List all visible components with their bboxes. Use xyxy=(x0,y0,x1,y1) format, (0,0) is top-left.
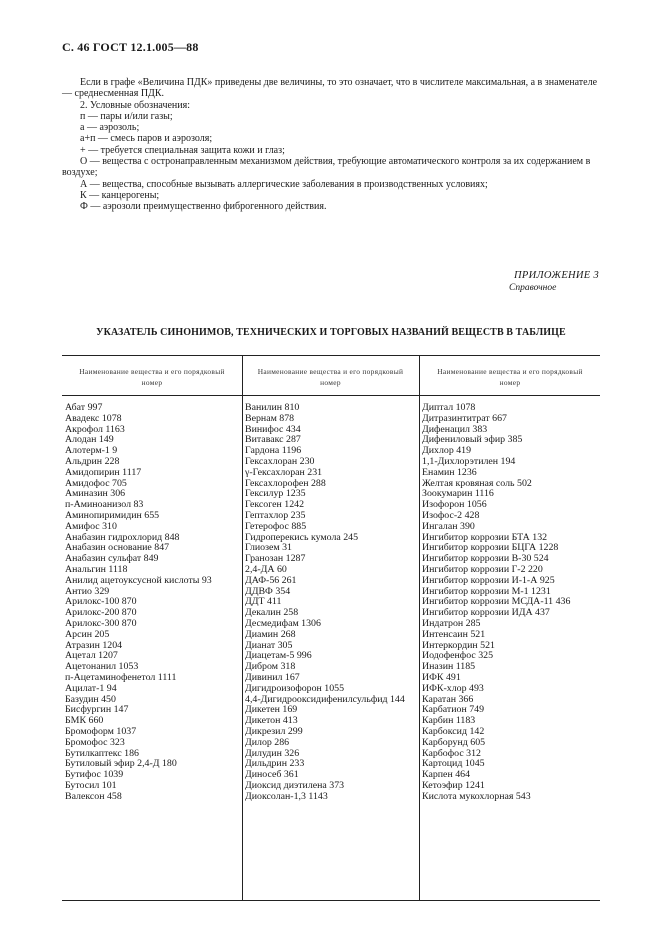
table-entry: Арилокс-100 870 xyxy=(65,596,137,608)
table-entry: ИФК-хлор 493 xyxy=(422,682,484,694)
legend-item: О — вещества с остронаправленным механизмом действия, требующие автоматического контроля за их содержанием в воздухе; xyxy=(62,156,591,179)
table-entry: Атразин 1204 xyxy=(65,639,123,651)
table-entry: Дитразинтитрат 667 xyxy=(422,412,507,424)
table-entry: Кетоэфир 1241 xyxy=(422,779,485,791)
legend-item: а — аэрозоль; xyxy=(80,122,140,134)
table-entry: п-Аминоанизол 83 xyxy=(65,499,144,511)
table-entry: Дибром 318 xyxy=(245,661,296,673)
legend-item: А — вещества, способные вызывать аллергические заболевания в производственных условиях; xyxy=(80,178,488,190)
table-entry: Ингибитор коррозии М-1 1231 xyxy=(422,585,551,597)
table-entry: Арилокс-200 870 xyxy=(65,607,137,619)
appendix-sub: Справочное xyxy=(509,283,557,293)
table-entry: Дикетон 413 xyxy=(245,715,298,727)
table-entry: Дикрезил 299 xyxy=(245,725,303,737)
header-divider xyxy=(62,395,600,396)
table-entry: Бутифос 1039 xyxy=(65,769,124,781)
table-entry: Декалин 258 xyxy=(245,607,299,619)
table-entry: Ацилат-1 94 xyxy=(65,682,117,694)
table-entry: Дивинил 167 xyxy=(245,671,300,683)
table-entry: ДДТ 411 xyxy=(245,596,282,608)
table-entry: Ингибитор коррозии И-1-А 925 xyxy=(422,574,555,586)
table-entry: Иодофенфос 325 xyxy=(422,650,494,662)
table-entry: Карбатион 749 xyxy=(422,704,485,716)
table-entry: Карбоксид 142 xyxy=(422,725,485,737)
appendix-label-block xyxy=(439,270,599,294)
table-entry: Ингибитор коррозии МСДА-11 436 xyxy=(422,596,571,608)
table-entry: Ванилин 810 xyxy=(245,402,300,413)
table-entry: Бутосил 101 xyxy=(65,779,117,791)
table-entry: Иназин 1185 xyxy=(422,661,476,673)
table-entry: Абат 997 xyxy=(65,402,103,413)
table-entry: Дианат 305 xyxy=(245,639,293,651)
table-entry: Антио 329 xyxy=(65,585,110,597)
synonyms-table xyxy=(62,355,600,901)
column-divider xyxy=(419,356,420,900)
table-entry: Арилокс-300 870 xyxy=(65,617,137,629)
table-entry: Гексахлорофен 288 xyxy=(245,477,326,489)
table-entry: Валексон 458 xyxy=(65,790,122,802)
table-entry: ДДВФ 354 xyxy=(245,585,291,597)
table-entry: Амидопирин 1117 xyxy=(65,466,142,478)
table-entry: Гетерофос 885 xyxy=(245,520,307,532)
table-entry: БМК 660 xyxy=(65,715,104,727)
notes-intro: Если в графе «Величина ПДК» приведены две величины, то это означает, что в числителе максимальная, а в знаменателе — среднесменная ПДК. xyxy=(62,77,598,100)
table-entry: Винифос 434 xyxy=(245,423,301,435)
table-entry: 4,4-Дигидрооксидифенилсульфид 144 xyxy=(245,693,405,705)
table-entry: Дихлор 419 xyxy=(422,445,472,457)
table-entry: Индатрон 285 xyxy=(422,617,481,629)
table-entry: Арсин 205 xyxy=(65,628,110,640)
table-entry: Амидофос 705 xyxy=(65,477,127,489)
table-entry: Витавакс 287 xyxy=(245,434,301,446)
table-entry: ИФК 491 xyxy=(422,671,461,683)
table-entry: Анальгин 1118 xyxy=(65,563,128,575)
table-entry: Алодан 149 xyxy=(65,434,114,446)
table-entry: Дильдрин 233 xyxy=(245,758,305,770)
table-entry: Бутилкаптекс 186 xyxy=(65,747,139,759)
table-entry: 1,1-Дихлорэтилен 194 xyxy=(422,455,516,467)
table-entry: п-Ацетаминофенетол 1111 xyxy=(65,671,177,683)
table-entry: Дилор 286 xyxy=(245,736,290,748)
column-header-1: Наименование вещества и его порядковый номер xyxy=(79,367,225,387)
table-entry: Анилид ацетоуксусной кислоты 93 xyxy=(65,574,212,586)
table-entry: Дилудин 326 xyxy=(245,747,300,759)
table-entry: Диацетам-5 996 xyxy=(245,650,312,662)
table-entry: Ингибитор коррозии БЦГА 1228 xyxy=(422,542,559,554)
table-entry: Диоксид диэтилена 373 xyxy=(245,779,345,791)
table-entry: Анабазин гидрохлорид 848 xyxy=(65,531,180,543)
table-entry: Кислота мукохлорная 543 xyxy=(422,790,531,802)
table-entry: Гексахлоран 230 xyxy=(245,455,315,467)
table-entry: Гексоген 1242 xyxy=(245,499,305,511)
table-entry: Карборунд 605 xyxy=(422,736,486,748)
appendix-label: ПРИЛОЖЕНИЕ 3 xyxy=(514,270,599,281)
table-entry: Ингибитор коррозии Г-2 220 xyxy=(422,563,543,575)
table-entry: Интеркордин 521 xyxy=(422,639,495,651)
column-divider xyxy=(242,356,243,900)
table-entry: Ацетонанил 1053 xyxy=(65,661,139,673)
table-entry: Амифос 310 xyxy=(65,520,117,532)
table-entry: Алотерм-1 9 xyxy=(65,445,118,457)
table-entry: Гардона 1196 xyxy=(245,445,302,457)
table-entry: Базудин 450 xyxy=(65,693,116,705)
table-entry: Интенсаин 521 xyxy=(422,628,486,640)
table-entry: Ингибитор коррозии ИДА 437 xyxy=(422,607,550,619)
legend-item: К — канцерогены; xyxy=(80,189,160,201)
table-entry: Авадекс 1078 xyxy=(65,412,122,424)
table-entry: Анабазин основание 847 xyxy=(65,542,170,554)
column-3-list xyxy=(422,403,570,802)
table-entry: Каратан 366 xyxy=(422,693,474,705)
column-header-2: Наименование вещества и его порядковый номер xyxy=(257,367,404,387)
table-entry: Дигидроизофорон 1055 xyxy=(245,682,345,694)
table-entry: Картоцид 1045 xyxy=(422,758,485,770)
table-entry: Аминазин 306 xyxy=(65,488,126,500)
table-entry: Вернам 878 xyxy=(245,412,295,424)
table-entry: Дифениловый эфир 385 xyxy=(422,434,523,446)
page-header: С. 46 ГОСТ 12.1.005—88 xyxy=(62,40,199,54)
table-entry: Карбофос 312 xyxy=(422,747,481,759)
table-entry: Изофорон 1056 xyxy=(422,499,487,511)
legend-item: + — требуется специальная защита кожи и глаз; xyxy=(80,144,285,156)
table-entry: Ингалан 390 xyxy=(422,520,475,532)
table-entry: Ингибитор коррозии В-30 524 xyxy=(422,553,549,565)
table-entry: Диносеб 361 xyxy=(245,769,299,781)
table-entry: Альдрин 228 xyxy=(65,455,120,467)
table-entry: Дикетен 169 xyxy=(245,704,298,716)
table-entry: Ингибитор коррозии БТА 132 xyxy=(422,531,548,543)
notes-block xyxy=(62,77,602,213)
table-entry: Бисфургин 147 xyxy=(65,704,129,716)
table-entry: Десмедифам 1306 xyxy=(245,617,321,629)
table-entry: Бромофос 323 xyxy=(65,736,125,748)
table-entry: Аминопиримидин 655 xyxy=(65,509,160,521)
table-entry: Анабазин сульфат 849 xyxy=(65,553,159,565)
table-entry: 2,4-ДА 60 xyxy=(245,563,287,575)
table-title: УКАЗАТЕЛЬ СИНОНИМОВ, ТЕХНИЧЕСКИХ И ТОРГОВЫХ НАЗВАНИЙ ВЕЩЕСТВ В ТАБЛИЦЕ xyxy=(96,327,566,338)
table-entry: Карбин 1183 xyxy=(422,715,476,727)
table-entry: Диамин 268 xyxy=(245,628,296,640)
table-entry: Изофос-2 428 xyxy=(422,509,480,521)
table-entry: Енамин 1236 xyxy=(422,466,477,478)
table-entry: Глиозем 31 xyxy=(245,542,292,554)
table-entry: Ацетал 1207 xyxy=(65,650,118,662)
table-entry: Гранозан 1287 xyxy=(245,553,306,565)
table-entry: ДАФ-56 261 xyxy=(245,574,297,586)
legend-item: а+п — смесь паров и аэрозоля; xyxy=(80,133,213,145)
column-1-list xyxy=(65,403,212,802)
column-2-list xyxy=(245,403,405,802)
legend-item: Ф — аэрозоли преимущественно фиброгенного действия. xyxy=(80,201,327,213)
table-entry: Диоксолан-1,3 1143 xyxy=(245,790,328,802)
notes-item2-heading: 2. Условные обозначения: xyxy=(80,99,191,111)
table-entry: Зоокумарин 1116 xyxy=(422,488,494,500)
table-entry: Желтая кровяная соль 502 xyxy=(422,477,532,489)
table-entry: Диптал 1078 xyxy=(422,402,476,413)
table-entry: Гексилур 1235 xyxy=(245,488,306,500)
table-entry: Карпен 464 xyxy=(422,769,471,781)
table-entry: Бутиловый эфир 2,4-Д 180 xyxy=(65,758,177,770)
table-entry: γ-Гексахлоран 231 xyxy=(245,466,323,478)
table-entry: Гептахлор 235 xyxy=(245,509,306,521)
table-entry: Дифенацил 383 xyxy=(422,423,488,435)
column-header-3: Наименование вещества и его порядковый номер xyxy=(437,367,583,387)
table-entry: Гидроперекись кумола 245 xyxy=(245,531,359,543)
table-entry: Акрофол 1163 xyxy=(65,423,125,435)
table-entry: Бромоформ 1037 xyxy=(65,725,137,737)
legend-item: п — пары и/или газы; xyxy=(80,110,173,122)
